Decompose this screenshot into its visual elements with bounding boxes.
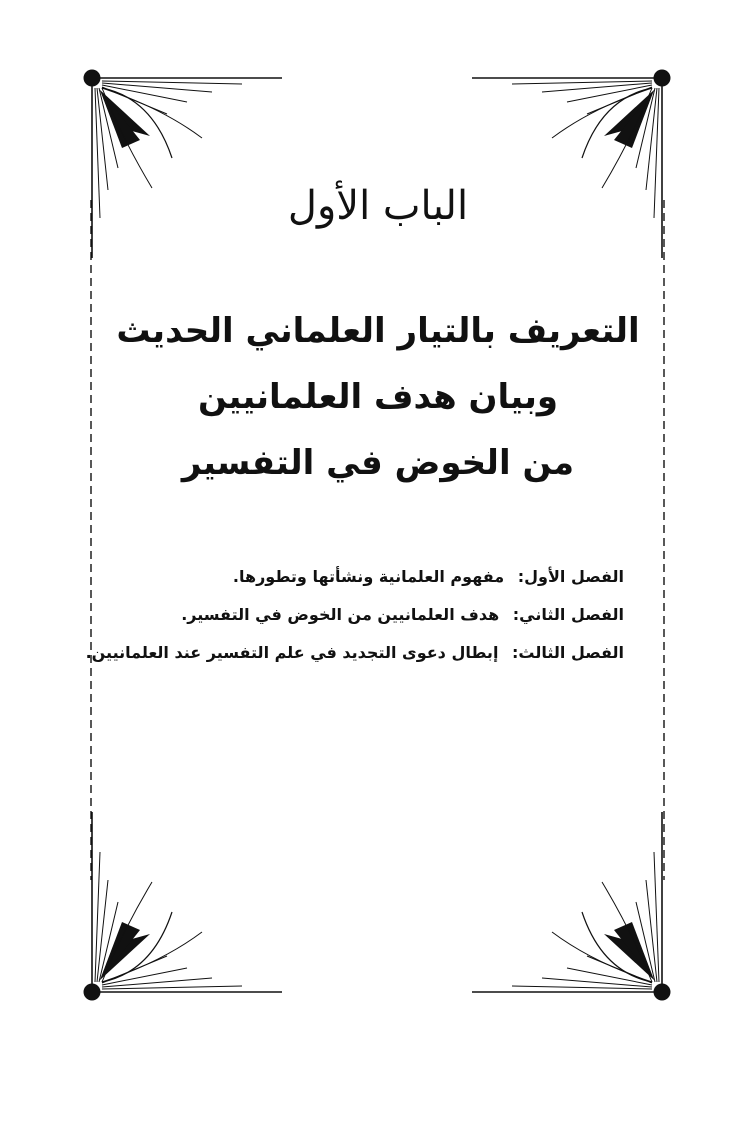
page-content	[85, 80, 658, 990]
part-title: الباب الأول	[287, 183, 469, 229]
chapter-label: الفصل الأول:	[517, 567, 624, 586]
chapter-list	[84, 558, 624, 672]
chapter-label: الفصل الثاني:	[512, 605, 624, 624]
chapter-text: إبطال دعوى التجديد في علم التفسير عند العلمانيين.	[85, 643, 499, 662]
main-title	[98, 298, 658, 496]
main-title-line: التعريف بالتيار العلماني الحديث	[116, 311, 640, 351]
chapter-item	[84, 558, 624, 596]
chapter-label: الفصل الثالث:	[512, 643, 624, 662]
main-title-line: من الخوض في التفسير	[181, 443, 575, 483]
chapter-item	[84, 596, 624, 634]
chapter-text: هدف العلمانيين من الخوض في التفسير.	[181, 605, 500, 624]
chapter-item	[84, 634, 624, 672]
chapter-text: مفهوم العلمانية ونشأتها وتطورها.	[232, 567, 505, 586]
main-title-line: وبيان هدف العلمانيين	[197, 377, 559, 417]
